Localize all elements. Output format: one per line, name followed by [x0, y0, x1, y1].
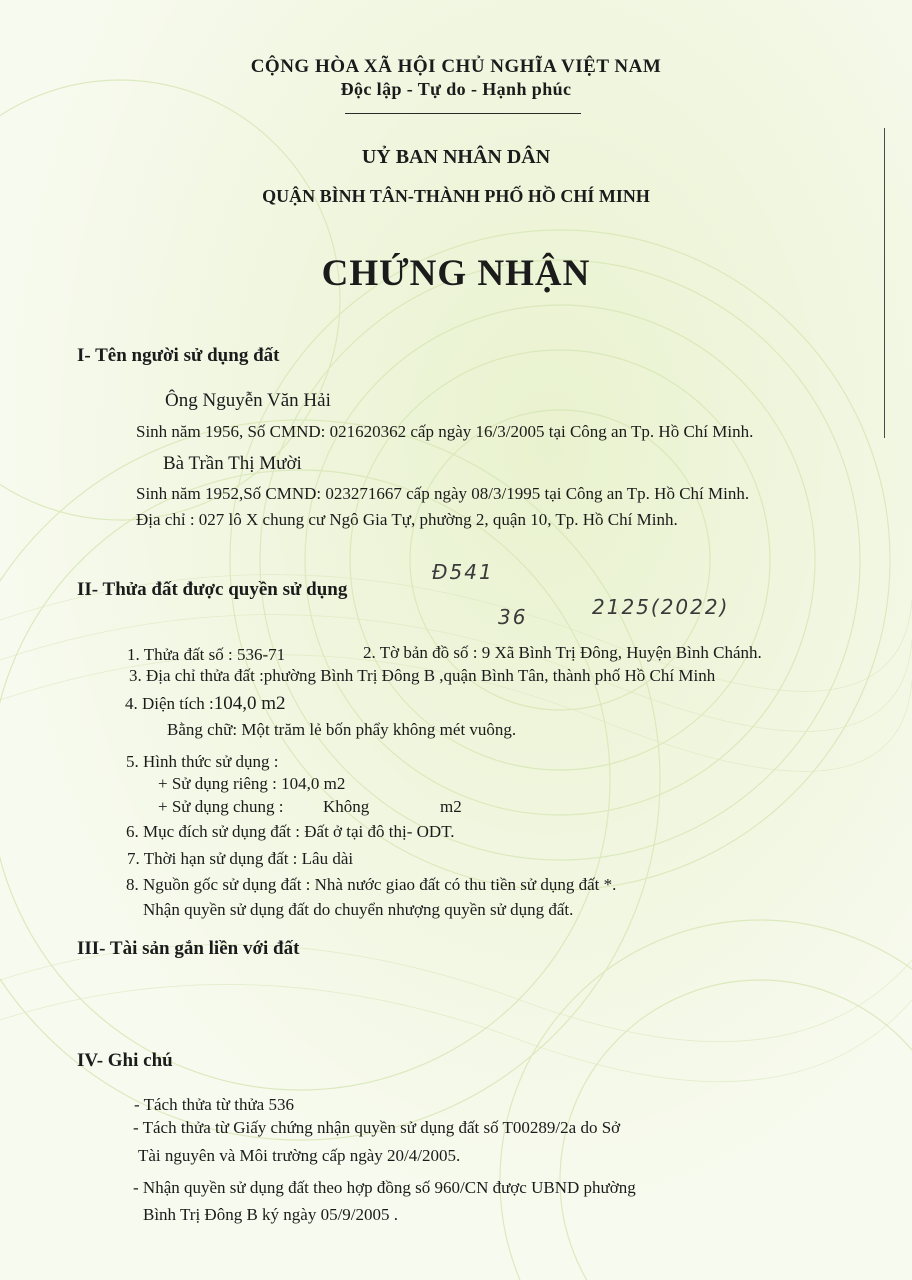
land-use-term: 7. Thời hạn sử dụng đất : Lâu dài [127, 849, 354, 868]
area-line [125, 693, 286, 715]
handwritten-note-1: Ð541 [432, 560, 494, 584]
land-origin-cont: Nhận quyền sử dụng đất do chuyển nhượng quyền sử dụng đất. [143, 900, 574, 919]
note-2-cont: Tài nguyên và Môi trường cấp ngày 20/4/2005. [138, 1146, 461, 1165]
handwritten-note-2: 36 [498, 605, 528, 629]
section4-heading: IV- Ghi chú [77, 1050, 173, 1071]
usage-form: 5. Hình thức sử dụng : [126, 752, 279, 771]
authority-line2: QUẬN BÌNH TÂN-THÀNH PHỐ HỒ CHÍ MINH [262, 186, 650, 206]
note-2: - Tách thửa từ Giấy chứng nhận quyền sử dụng đất số T00289/2a do Sở [133, 1118, 621, 1137]
land-origin: 8. Nguồn gốc sử dụng đất : Nhà nước giao đất có thu tiền sử dụng đất *. [126, 875, 617, 894]
motto-underline [345, 113, 581, 114]
section1-heading: I- Tên người sử dụng đất [77, 345, 280, 366]
area-label: 4. Diện tích : [125, 694, 214, 713]
note-3: - Nhận quyền sử dụng đất theo hợp đồng số 960/CN được UBND phường [133, 1178, 636, 1197]
handwritten-note-3: 2125(2022) [592, 595, 730, 619]
area-in-words: Bằng chữ: Một trăm lẻ bốn phẩy không mét vuông. [167, 720, 517, 739]
motto: Độc lập - Tự do - Hạnh phúc [340, 79, 572, 99]
section2-heading: II- Thửa đất được quyền sử dụng [77, 579, 348, 600]
shared-usage-unit: m2 [440, 797, 462, 816]
note-1: - Tách thửa từ thửa 536 [134, 1095, 294, 1114]
owner1-name: Ông Nguyễn Văn Hải [165, 390, 331, 411]
private-usage: + Sử dụng riêng : 104,0 m2 [158, 774, 346, 793]
shared-usage-value: Không [323, 797, 370, 816]
owner2-name: Bà Trần Thị Mười [163, 453, 302, 474]
note-3-cont: Bình Trị Đông B ký ngày 05/9/2005 . [143, 1205, 399, 1224]
land-plot-number: 1. Thửa đất số : 536-71 [127, 645, 286, 664]
page-title: CHỨNG NHẬN [321, 253, 591, 294]
shared-usage-label: + Sử dụng chung : [158, 797, 284, 816]
republic-title: CỘNG HÒA XÃ HỘI CHỦ NGHĨA VIỆT NAM [250, 56, 662, 77]
owner1-info: Sinh năm 1956, Số CMND: 021620362 cấp ngày 16/3/2005 tại Công an Tp. Hồ Chí Minh. [136, 422, 754, 441]
owner-address: Địa chỉ : 027 lô X chung cư Ngô Gia Tự, phường 2, quận 10, Tp. Hồ Chí Minh. [136, 510, 678, 529]
area-value: 104,0 m2 [213, 693, 286, 714]
owner2-info: Sinh năm 1952,Số CMND: 023271667 cấp ngày 08/3/1995 tại Công an Tp. Hồ Chí Minh. [136, 484, 750, 503]
plot-address: 3. Địa chỉ thửa đất :phường Bình Trị Đông B ,quận Bình Tân, thành phố Hồ Chí Minh [129, 666, 716, 685]
section3-heading: III- Tài sản gắn liền với đất [77, 938, 300, 959]
authority-line1: UỶ BAN NHÂN DÂN [361, 146, 551, 168]
map-sheet-number: 2. Tờ bản đồ số : 9 Xã Bình Trị Đông, Huyện Bình Chánh. [363, 643, 762, 662]
land-use-purpose: 6. Mục đích sử dụng đất : Đất ở tại đô thị- ODT. [126, 822, 455, 841]
